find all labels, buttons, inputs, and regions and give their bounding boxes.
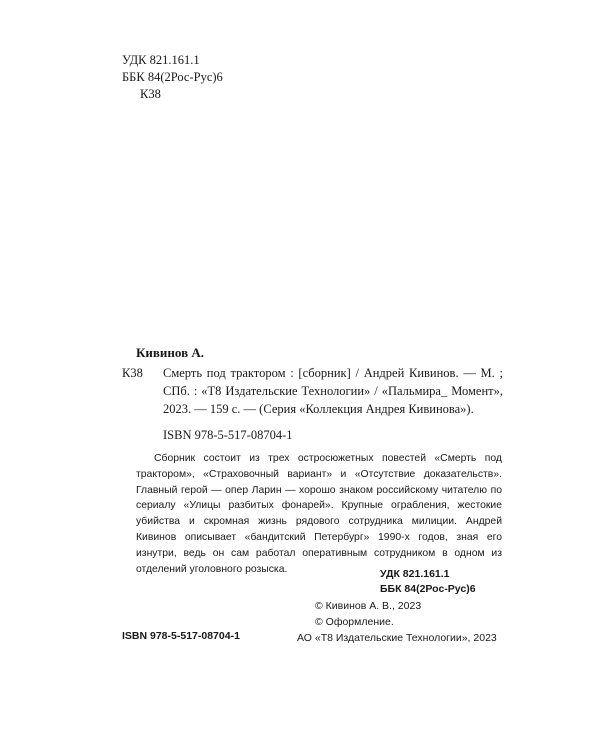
copyright-author: © Кивинов А. В., 2023 (315, 600, 422, 612)
copyright-block (297, 598, 505, 646)
catalog-author: Кивинов А. (136, 345, 205, 360)
catalog-description: Смерть под трактором : [сборник] / Андрей Кивинов. — М. ; СПб. : «Т8 Издательские Технологии» / «Пальмира_ Момент», 2023. — 159 с. — (Серия «Коллекция Андрея Кивинова»). (163, 366, 503, 416)
copyright-publisher: АО «Т8 Издательские Технологии», 2023 (297, 632, 497, 644)
author-mark: К38 (140, 87, 161, 101)
footer-bbk: ББК 84(2Рос-Рус)6 (380, 583, 476, 595)
bbk-code: ББК 84(2Рос-Рус)6 (122, 70, 223, 84)
annotation-text: Сборник состоит из трех остросюжетных повестей «Смерть под трактором», «Страховочный вариант» и «Отсутствие доказательств». Главный герой — опер Ларин — хорошо знаком российскому читателю по сериалу «Улицы разбитых фонарей». Крупные ограбления, жестокие убийства и скромная жизнь рядового сотрудника милиции. Андрей Кивинов описывает «бандитский Петербург» 1990-х годов, зная его изнутри, ведь он сам работал оперативным сотрудником в одном из отделений уголовного розыска. (136, 453, 502, 575)
catalog-author-mark: К38 (122, 366, 143, 380)
copyright-design: © Оформление. (315, 616, 394, 628)
footer-isbn: ISBN 978-5-517-08704-1 (122, 630, 240, 642)
annotation (136, 451, 502, 577)
classification-header (122, 52, 223, 103)
catalog-isbn: ISBN 978-5-517-08704-1 (163, 428, 293, 442)
footer-udk: УДК 821.161.1 (380, 568, 450, 580)
classification-footer (380, 567, 502, 597)
udk-code: УДК 821.161.1 (122, 53, 200, 67)
